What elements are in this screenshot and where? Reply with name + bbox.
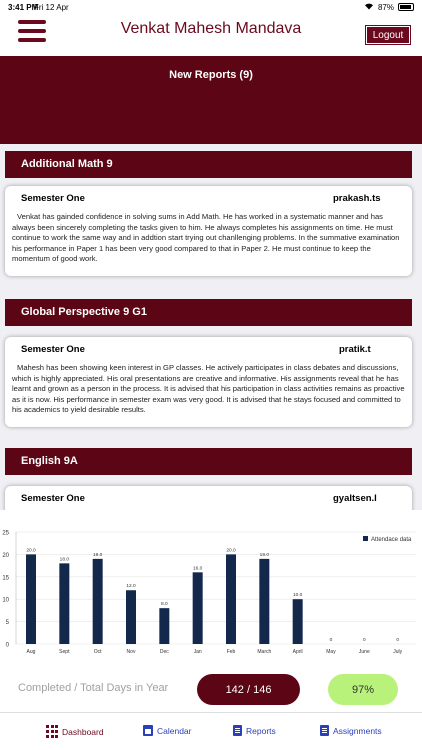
- summary-label: Completed / Total Days in Year: [18, 682, 169, 694]
- attendance-summary: [0, 660, 422, 712]
- y-tick-label: 15: [2, 575, 9, 582]
- battery-icon: [398, 3, 414, 11]
- teacher-name: pratik.t: [339, 344, 371, 355]
- attendance-bar: [193, 572, 203, 644]
- tab-label: Dashboard: [62, 726, 104, 737]
- new-reports-title: New Reports (9): [169, 69, 253, 81]
- logout-button[interactable]: Logout: [366, 26, 410, 44]
- x-tick-label: Jan: [193, 649, 202, 655]
- x-tick-label: April: [292, 649, 303, 655]
- attendance-chart-svg: [0, 510, 422, 660]
- x-tick-label: June: [358, 649, 370, 655]
- bar-value-label: 16.0: [192, 566, 203, 572]
- battery-percent: 87%: [377, 2, 394, 12]
- semester-label: Semester One: [21, 493, 85, 504]
- x-tick-label: Nov: [126, 649, 136, 655]
- status-date: Fri 12 Apr: [34, 3, 69, 12]
- tab-label: Reports: [246, 725, 276, 736]
- bar-value-label: 19.0: [92, 552, 103, 558]
- bottom-tab-bar: [0, 712, 422, 750]
- attendance-bar: [26, 554, 36, 644]
- bar-value-label: 18.0: [59, 557, 70, 563]
- menu-icon[interactable]: [18, 20, 46, 46]
- attendance-bar: [226, 554, 236, 644]
- semester-label: Semester One: [21, 193, 85, 204]
- subject-header[interactable]: English 9A: [5, 448, 412, 475]
- teacher-name: gyaltsen.l: [333, 493, 377, 504]
- attendance-percent-pill: 97%: [328, 674, 398, 705]
- attendance-chart: [0, 510, 422, 660]
- assignments-icon: [320, 725, 329, 736]
- tab-calendar[interactable]: [143, 725, 192, 736]
- bar-value-label: 20.0: [226, 548, 236, 554]
- x-tick-label: Dec: [159, 649, 169, 655]
- y-tick-label: 25: [2, 530, 9, 537]
- bar-value-label: 0: [362, 638, 366, 643]
- bar-value-label: 19.0: [259, 552, 270, 558]
- attendance-bar: [93, 559, 103, 644]
- x-tick-label: Aug: [26, 649, 36, 655]
- x-tick-label: March: [257, 649, 272, 655]
- subject-header[interactable]: Additional Math 9: [5, 151, 412, 178]
- student-name: Venkat Mahesh Mandava: [120, 20, 302, 37]
- legend-label: Attendace data: [371, 537, 412, 543]
- status-bar: [0, 0, 422, 16]
- report-text: Venkat has gainded confidence in solving sums in Add Math. He has worked in a systematic manner and has always been sincerely completing the tasks given to him. He always completes his assignments on time. He must continue to work the same way and in addtion start trying out chanllenging problems. In the summative examination his performance in Paper 1 has been very good compared to that in Paper 2. He must continue to keep the momentum of good work.: [12, 212, 400, 264]
- app-header: [0, 16, 422, 56]
- y-tick-label: 0: [5, 642, 9, 649]
- attendance-bar: [59, 563, 69, 644]
- report-card[interactable]: [5, 186, 412, 276]
- x-tick-label: Sept: [59, 649, 70, 655]
- tab-label: Calendar: [157, 725, 192, 736]
- attendance-bar: [259, 559, 269, 644]
- bar-value-label: 8.0: [160, 602, 168, 608]
- tab-label: Assignments: [333, 725, 382, 736]
- reports-icon: [233, 725, 242, 736]
- tab-reports[interactable]: [233, 725, 276, 736]
- tab-assignments[interactable]: [320, 725, 382, 736]
- y-tick-label: 5: [5, 620, 9, 627]
- attendance-bar: [159, 608, 169, 644]
- x-tick-label: Oct: [93, 649, 102, 655]
- legend-swatch: [363, 536, 368, 541]
- bar-value-label: 0: [396, 638, 400, 643]
- bar-value-label: 12.0: [126, 584, 136, 590]
- bar-value-label: 0: [329, 638, 333, 643]
- new-reports-banner[interactable]: [0, 56, 422, 144]
- x-tick-label: July: [393, 649, 403, 655]
- status-right: [364, 2, 414, 12]
- calendar-icon: [143, 725, 153, 736]
- y-tick-label: 10: [2, 597, 9, 604]
- report-card[interactable]: [5, 486, 412, 510]
- report-card[interactable]: [5, 337, 412, 427]
- bar-value-label: 20.0: [26, 548, 36, 554]
- report-text: Mahesh has been showing keen interest in GP classes. He actively participates in class debates and discussions, which is highly appreciated. His oral presentations are creative and informative. His assignments reveal that he has learnt and grown as a person in the process. It is advised that his participation in class activities remains as proactive as it is now. His performance in semester exam was very good. It is advised that he stays focused and committed to his academics to yield desirable results.: [12, 363, 405, 415]
- y-tick-label: 20: [2, 552, 9, 559]
- wifi-icon: [364, 2, 374, 12]
- teacher-name: prakash.ts: [333, 193, 381, 204]
- attendance-bar: [293, 599, 303, 644]
- days-count-pill: 142 / 146: [197, 674, 300, 705]
- subject-header[interactable]: Global Perspective 9 G1: [5, 299, 412, 326]
- attendance-bar: [126, 590, 136, 644]
- semester-label: Semester One: [21, 344, 85, 355]
- x-tick-label: May: [326, 649, 336, 655]
- status-time: 3:41 PM: [8, 3, 39, 12]
- tab-dashboard[interactable]: [46, 725, 104, 738]
- dashboard-icon: [46, 725, 58, 738]
- reports-list[interactable]: [0, 144, 422, 510]
- x-tick-label: Feb: [226, 649, 236, 655]
- bar-value-label: 10.0: [292, 593, 303, 599]
